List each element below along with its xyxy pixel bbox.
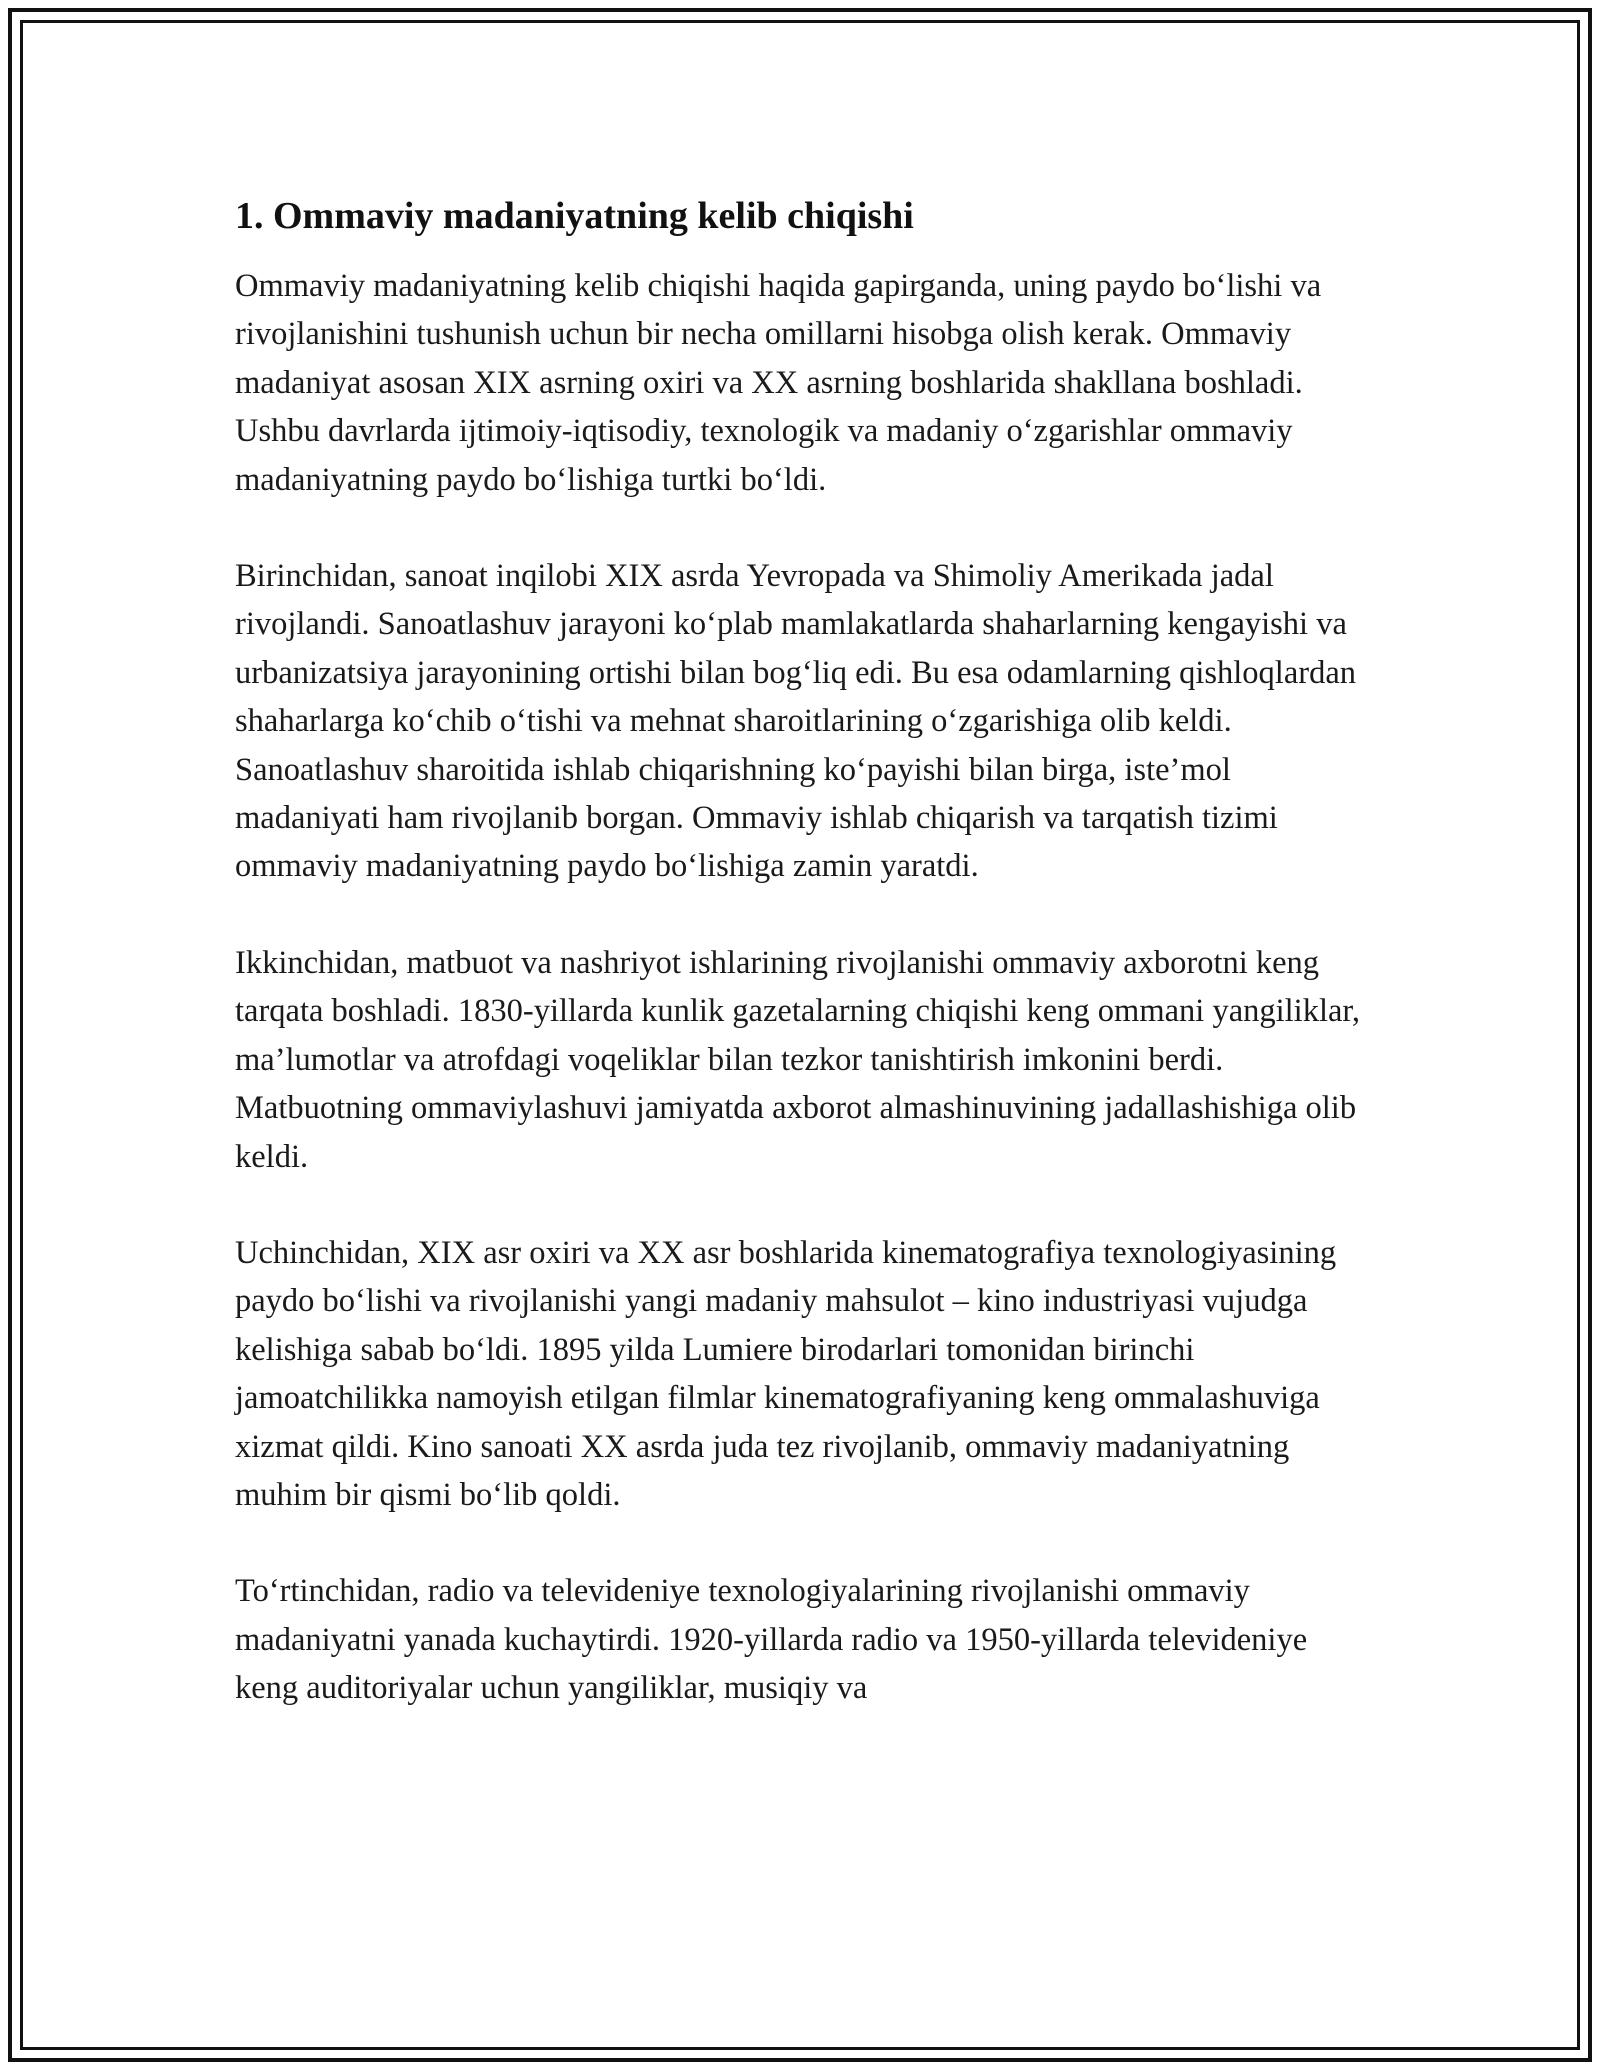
paragraph-first-reason: Birinchidan, sanoat inqilobi XIX asrda Yevropada va Shimoliy Amerikada jadal rivojlandi. Sanoatlashuv jarayoni ko‘plab mamlakatlarda shaharlarning kengayishi va urbanizatsiya jarayonining ortishi bilan bog‘liq edi. Bu esa odamlarning qishloqlardan shaharlarga ko‘chib o‘tishi va mehnat sharoitlarining o‘zgarishiga olib keldi. Sanoatlashuv sharoitida ishlab chiqarishning ko‘payishi bilan birga, iste’mol madaniyati ham rivojlanib borgan. Ommaviy ishlab chiqarish va tarqatish tizimi ommaviy madaniyatning paydo bo‘lishiga zamin yaratdi. <box>235 558 1356 885</box>
document-body <box>235 190 1375 1761</box>
section-heading: 1. Ommaviy madaniyatning kelib chiqishi <box>235 195 914 237</box>
paragraph-second-reason: Ikkinchidan, matbuot va nashriyot ishlarining rivojlanishi ommaviy axborotni keng tarqata boshladi. 1830-yillarda kunlik gazetalarning chiqishi keng ommani yangiliklar, ma’lumotlar va atrofdagi voqeliklar bilan tezkor tanishtirish imkonini berdi. Matbuotning ommaviylashuvi jamiyatda axborot almashinuvining jadallashishiga olib keldi. <box>235 944 1361 1175</box>
paragraph-intro: Ommaviy madaniyatning kelib chiqishi haqida gapirganda, uning paydo bo‘lishi va rivojlanishini tushunish uchun bir necha omillarni hisobga olish kerak. Ommaviy madaniyat asosan XIX asrning oxiri va XX asrning boshlarida shakllana boshladi. Ushbu davrlarda ijtimoiy-iqtisodiy, texnologik va madaniy o‘zgarishlar ommaviy madaniyatning paydo bo‘lishiga turtki bo‘ldi. <box>235 268 1322 498</box>
paragraph-fourth-reason: To‘rtinchidan, radio va televideniye texnologiyalarining rivojlanishi ommaviy madaniyatni yanada kuchaytirdi. 1920-yillarda radio va 1950-yillarda televideniye keng auditoriyalar uchun yangiliklar, musiqiy va <box>235 1573 1308 1707</box>
paragraph-third-reason: Uchinchidan, XIX asr oxiri va XX asr boshlarida kinematografiya texnologiyasining paydo bo‘lishi va rivojlanishi yangi madaniy mahsulot – kino industriyasi vujudga kelishiga sabab bo‘ldi. 1895 yilda Lumiere birodarlari tomonidan birinchi jamoatchilikka namoyish etilgan filmlar kinematografiyaning keng ommalashuviga xizmat qildi. Kino sanoati XX asrda juda tez rivojlanib, ommaviy madaniyatning muhim bir qismi bo‘lib qoldi. <box>235 1234 1337 1513</box>
